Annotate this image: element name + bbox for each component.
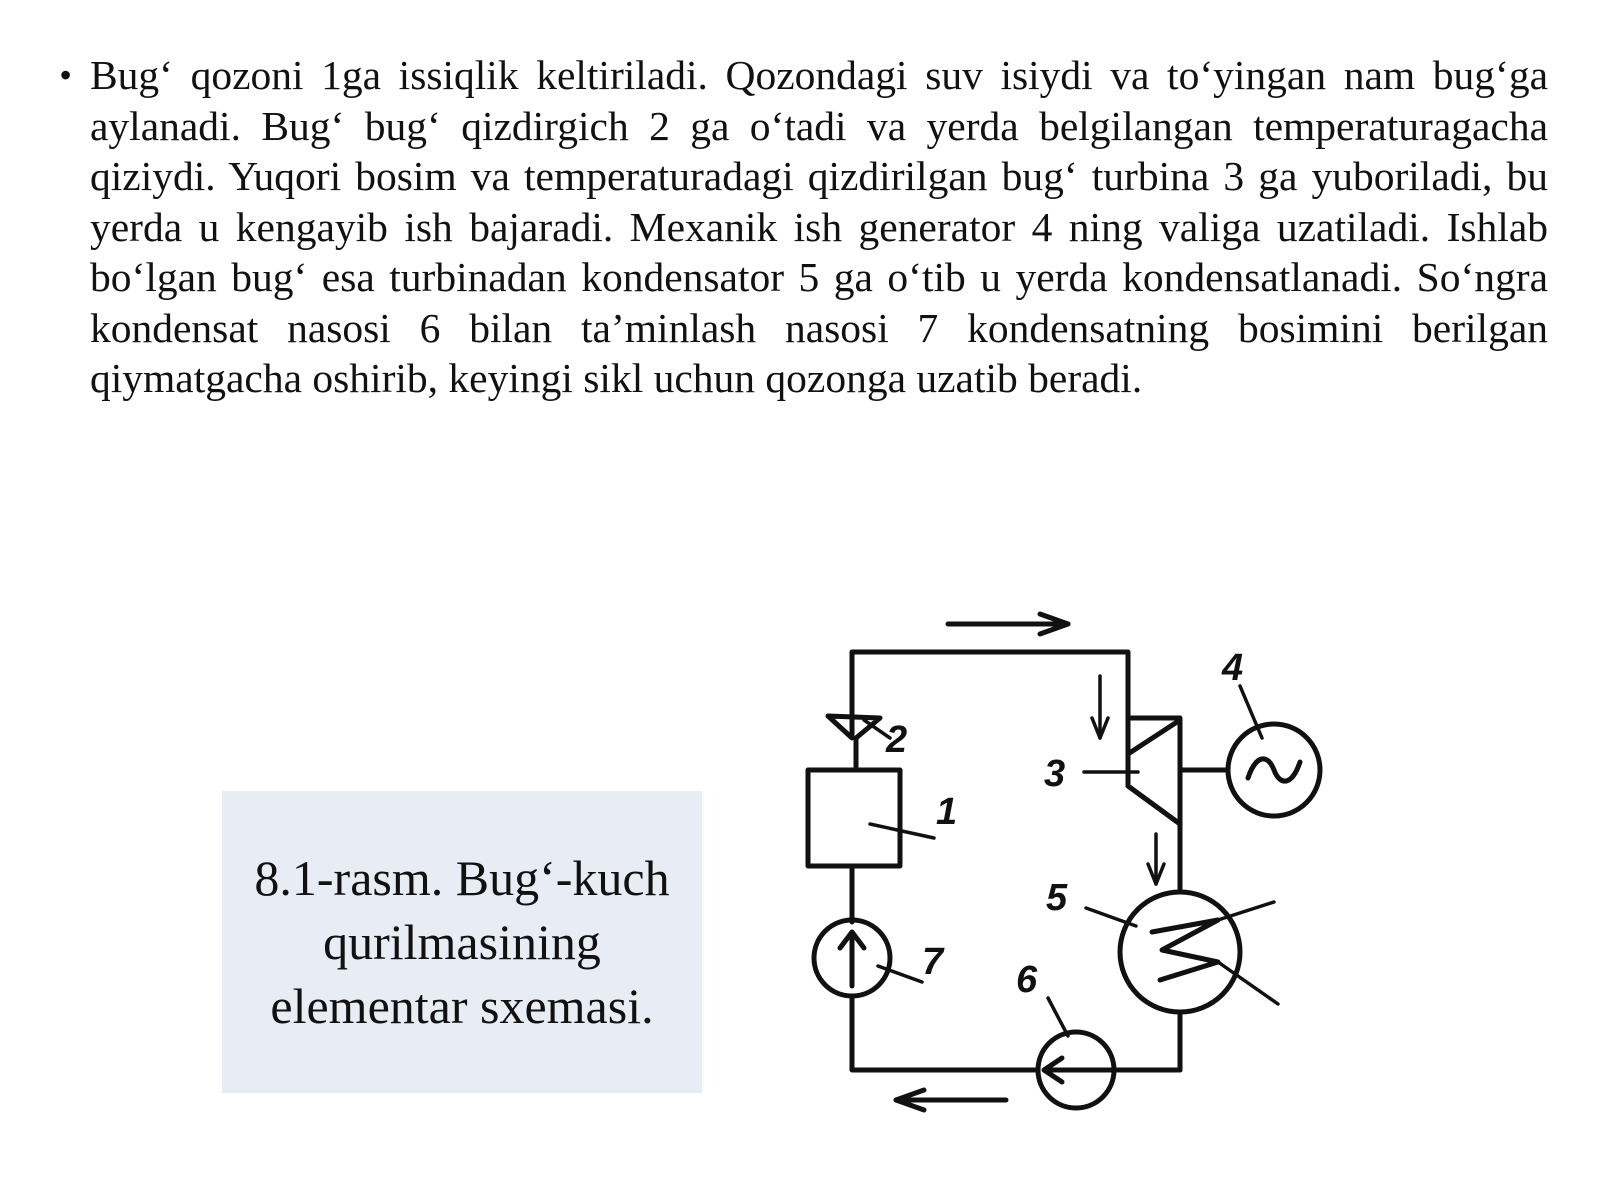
turbine-exhaust-arrow	[1148, 834, 1164, 884]
label-boiler: 1	[936, 791, 958, 833]
caption-box	[222, 791, 702, 1093]
feed-pump	[814, 920, 890, 996]
top-flow-arrow	[948, 614, 1068, 634]
label-feed-pump: 7	[922, 941, 944, 983]
body-paragraph: Bug‘ qozoni 1ga issiqlik keltiriladi. Qozondagi suv isiydi va to‘yingan nam bug‘ga aylanadi. Bug‘ bug‘ qizdirgich 2 ga o‘tadi va yerda belgilangan temperaturagacha qiziydi. Yuqori bosim va temperaturadagi qizdirilgan bug‘ turbina 3 ga yuboriladi, bu yerda u kengayib ish bajaradi. Mexanik ish generator 4 ning valiga uzatiladi. Ishlab bo‘lgan bug‘ esa turbinadan kondensator 5 ga o‘tib u yerda kondensatlanadi. So‘ngra kondensat nasosi 6 bilan ta’minlash nasosi 7 kondensatning bosimini berilgan qiymatgacha oshirib, keyingi sikl uchun qozonga uzatib beradi.	[90, 52, 1548, 401]
generator	[1228, 724, 1320, 816]
text-block	[60, 50, 1548, 404]
condensate-pump	[1038, 1032, 1114, 1108]
condenser	[1120, 892, 1278, 1012]
bullet-marker: •	[60, 57, 72, 93]
condensate-pump-leader	[1048, 998, 1068, 1036]
boiler-box	[808, 770, 900, 866]
turbine-inlet-arrow	[1092, 676, 1108, 738]
label-condensate-pump: 6	[1016, 959, 1038, 1001]
bottom-flow-arrow	[896, 1090, 1006, 1110]
label-superheater: 2	[886, 719, 908, 761]
top-pipe	[852, 652, 1128, 718]
figure-caption: 8.1-rasm. Bug‘-kuch qurilmasining elementar sxemasi.	[254, 850, 670, 1034]
label-condenser: 5	[1046, 877, 1068, 919]
schematic-svg	[800, 610, 1340, 1150]
label-turbine: 3	[1044, 753, 1066, 795]
bottom-pipe	[852, 996, 1036, 1070]
power-plant-schematic	[800, 610, 1340, 1150]
label-generator: 4	[1222, 647, 1244, 689]
